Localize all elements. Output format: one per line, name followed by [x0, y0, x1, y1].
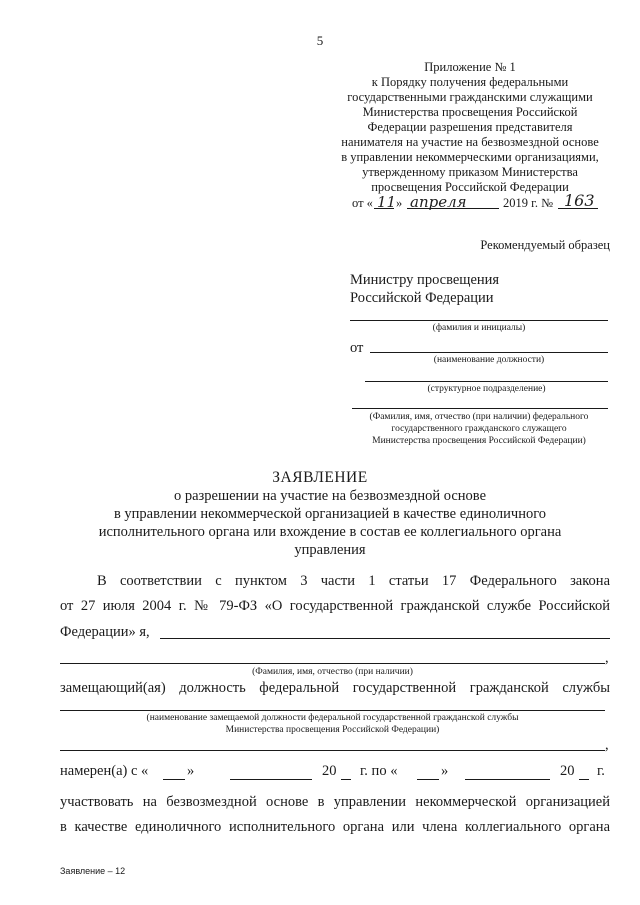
- addressee-line-1: Министру просвещения: [350, 272, 500, 288]
- appendix-line: просвещения Российской Федерации: [371, 180, 569, 194]
- position-line: [370, 352, 608, 353]
- appendix-line: нанимателя на участие на безвозмездной основе: [341, 135, 599, 149]
- appendix-line: Приложение № 1: [424, 60, 516, 74]
- caption-fio-line: государственного гражданского служащего: [391, 424, 567, 434]
- body-line-6: в качестве единоличного исполнительного органа или члена коллегиального органа: [60, 819, 610, 835]
- appendix-line: утвержденному приказом Министерства: [362, 165, 578, 179]
- caption-position: (наименование должности): [433, 355, 545, 365]
- document-subtitle: [40, 487, 620, 559]
- comma: ,: [605, 650, 609, 666]
- order-month: апреля: [410, 193, 467, 211]
- appendix-block: [330, 60, 610, 195]
- caption-body-position-line: (наименование замещаемой должности федеральной государственной гражданской службы: [146, 713, 519, 723]
- document-heading: ЗАЯВЛЕНИЕ: [272, 469, 368, 486]
- fio-line: [352, 408, 608, 409]
- appendix-line: государственными гражданскими служащими: [347, 90, 593, 104]
- order-date-line: [352, 191, 612, 214]
- name-line: [160, 638, 610, 639]
- addressee-name-line: [350, 320, 608, 321]
- addressee-line-2: Российской Федерации: [350, 290, 494, 306]
- appendix-line: Федерации разрешения представителя: [367, 120, 573, 134]
- order-day: 11: [377, 193, 397, 211]
- appendix-line: в управлении некоммерческими организациями,: [341, 150, 599, 164]
- intent-text: »: [187, 763, 195, 779]
- caption-fio-line: (Фамилия, имя, отчество (при наличии) федерального: [369, 412, 589, 422]
- page-number: 5: [316, 33, 324, 48]
- appendix-line: Министерства просвещения Российской: [362, 105, 578, 119]
- position-line-body: [60, 710, 605, 711]
- order-number: 163: [564, 191, 595, 210]
- caption-body-position-line: Министерства просвещения Российской Федерации): [225, 725, 440, 735]
- name-line-2: [60, 663, 605, 664]
- unit-line: [365, 381, 608, 382]
- intent-text: намерен(а) с «: [60, 763, 149, 779]
- subtitle-line: о разрешении на участие на безвозмездной основе: [173, 488, 487, 504]
- body-line-1: В соответствии с пунктом 3 части 1 статьи 17 Федерального закона: [97, 573, 610, 589]
- order-mid: »: [396, 196, 403, 210]
- recommended-sample: Рекомендуемый образец: [480, 238, 610, 252]
- intent-text: 20: [322, 763, 337, 779]
- caption-body-position: [60, 712, 605, 736]
- subtitle-line: в управлении некоммерческой организацией в качестве единоличного: [113, 506, 547, 522]
- appendix-line: к Порядку получения федеральными: [371, 75, 569, 89]
- subtitle-line: управления: [294, 542, 366, 558]
- body-line-3: Федерации» я,: [60, 624, 150, 640]
- footer-label: Заявление – 12: [60, 866, 126, 876]
- body-line-2: от 27 июля 2004 г. № 79-ФЗ «О государственной гражданской службе Российской: [60, 598, 610, 614]
- order-prefix: от «: [352, 196, 373, 210]
- caption-body-fio: (Фамилия, имя, отчество (при наличии): [252, 667, 413, 677]
- comma: ,: [605, 737, 609, 753]
- from-label: от: [350, 340, 364, 356]
- intent-text: г.: [597, 763, 605, 779]
- body-line-4: замещающий(ая) должность федеральной государственной гражданской службы: [60, 680, 610, 696]
- caption-fio: [330, 411, 628, 447]
- intent-line: [60, 763, 612, 785]
- caption-unit: (структурное подразделение): [427, 384, 546, 394]
- subtitle-line: исполнительного органа или вхождение в состав ее коллегиального органа: [98, 524, 562, 540]
- intent-text: г. по «: [360, 763, 398, 779]
- body-line-5: участвовать на безвозмездной основе в управлении некоммерческой организацией: [60, 794, 610, 810]
- position-line-body-2: [60, 750, 605, 751]
- intent-text: 20: [560, 763, 575, 779]
- intent-text: »: [441, 763, 449, 779]
- order-year: 2019 г. №: [503, 196, 554, 210]
- caption-name: (фамилия и инициалы): [432, 323, 526, 333]
- caption-fio-line: Министерства просвещения Российской Федерации): [372, 436, 586, 446]
